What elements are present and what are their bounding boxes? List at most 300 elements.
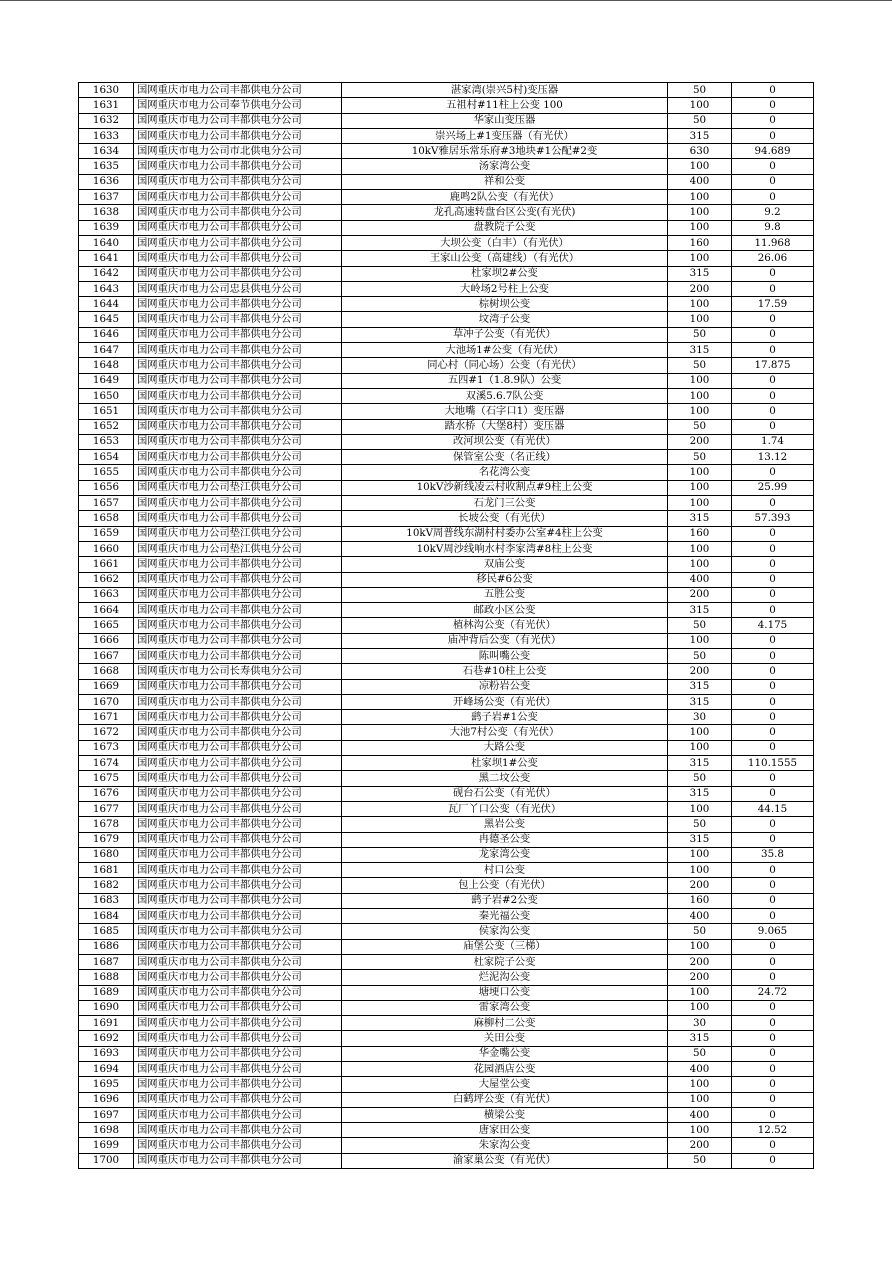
- table-row: [79, 679, 814, 694]
- table-row: [79, 1016, 814, 1031]
- company-cell: 国网重庆市电力公司丰都供电分公司: [134, 266, 342, 281]
- table-row: [79, 358, 814, 373]
- transformer-name-cell: 石龙门三公变: [342, 496, 668, 511]
- table-row: [79, 266, 814, 281]
- table-row: [79, 388, 814, 403]
- capacity-cell: 315: [668, 511, 732, 526]
- company-cell: 国网重庆市电力公司丰都供电分公司: [134, 235, 342, 250]
- capacity-cell: 315: [668, 128, 732, 143]
- table-row: [79, 220, 814, 235]
- value-cell: 0: [732, 786, 814, 801]
- company-cell: 国网重庆市电力公司丰都供电分公司: [134, 618, 342, 633]
- transformer-name-cell: 草冲子公变（有光伏）: [342, 327, 668, 342]
- table-row: [79, 756, 814, 771]
- capacity-cell: 315: [668, 1031, 732, 1046]
- table-row: [79, 1031, 814, 1046]
- row-number-cell: 1665: [79, 618, 134, 633]
- table-row: [79, 83, 814, 98]
- transformer-name-cell: 塘埂口公变: [342, 985, 668, 1000]
- transformer-name-cell: 踏水桥（大堡8村）变压器: [342, 419, 668, 434]
- value-cell: 9.2: [732, 205, 814, 220]
- table-row: [79, 343, 814, 358]
- row-number-cell: 1684: [79, 909, 134, 924]
- transformer-name-cell: 杜家院子公变: [342, 954, 668, 969]
- capacity-cell: 100: [668, 939, 732, 954]
- value-cell: 0: [732, 1107, 814, 1122]
- transformer-name-cell: 双庙公变: [342, 557, 668, 572]
- company-cell: 国网重庆市电力公司丰都供电分公司: [134, 220, 342, 235]
- capacity-cell: 400: [668, 572, 732, 587]
- company-cell: 国网重庆市电力公司丰都供电分公司: [134, 756, 342, 771]
- capacity-cell: 50: [668, 817, 732, 832]
- row-number-cell: 1659: [79, 526, 134, 541]
- table-row: [79, 327, 814, 342]
- row-number-cell: 1694: [79, 1062, 134, 1077]
- value-cell: 0: [732, 633, 814, 648]
- table-row: [79, 450, 814, 465]
- table-row: [79, 1062, 814, 1077]
- row-number-cell: 1675: [79, 771, 134, 786]
- capacity-cell: 100: [668, 220, 732, 235]
- capacity-cell: 50: [668, 358, 732, 373]
- table-row: [79, 1107, 814, 1122]
- value-cell: 0: [732, 312, 814, 327]
- row-number-cell: 1688: [79, 970, 134, 985]
- value-cell: 0: [732, 327, 814, 342]
- capacity-cell: 100: [668, 465, 732, 480]
- capacity-cell: 50: [668, 648, 732, 663]
- row-number-cell: 1671: [79, 710, 134, 725]
- capacity-cell: 100: [668, 404, 732, 419]
- row-number-cell: 1648: [79, 358, 134, 373]
- company-cell: 国网重庆市电力公司丰都供电分公司: [134, 985, 342, 1000]
- row-number-cell: 1650: [79, 388, 134, 403]
- value-cell: 0: [732, 863, 814, 878]
- transformer-name-cell: 大池7村公变（有光伏）: [342, 725, 668, 740]
- table-row: [79, 526, 814, 541]
- table-row: [79, 557, 814, 572]
- row-number-cell: 1672: [79, 725, 134, 740]
- row-number-cell: 1673: [79, 740, 134, 755]
- table-row: [79, 1000, 814, 1015]
- transformer-name-cell: 村口公变: [342, 863, 668, 878]
- value-cell: 0: [732, 1077, 814, 1092]
- capacity-cell: 50: [668, 618, 732, 633]
- value-cell: 9.065: [732, 924, 814, 939]
- transformer-name-cell: 杜家坝2#公变: [342, 266, 668, 281]
- company-cell: 国网重庆市电力公司忠县供电分公司: [134, 281, 342, 296]
- company-cell: 国网重庆市电力公司丰都供电分公司: [134, 1107, 342, 1122]
- capacity-cell: 100: [668, 1000, 732, 1015]
- row-number-cell: 1687: [79, 954, 134, 969]
- transformer-name-cell: 祥和公变: [342, 174, 668, 189]
- transformer-name-cell: 五胜公变: [342, 587, 668, 602]
- table-row: [79, 1046, 814, 1061]
- capacity-cell: 100: [668, 740, 732, 755]
- table-row: [79, 465, 814, 480]
- capacity-cell: 100: [668, 312, 732, 327]
- row-number-cell: 1660: [79, 541, 134, 556]
- transformer-name-cell: 黑岩公变: [342, 817, 668, 832]
- table-row: [79, 832, 814, 847]
- row-number-cell: 1647: [79, 343, 134, 358]
- capacity-cell: 100: [668, 801, 732, 816]
- row-number-cell: 1674: [79, 756, 134, 771]
- table-row: [79, 1077, 814, 1092]
- capacity-cell: 200: [668, 970, 732, 985]
- row-number-cell: 1670: [79, 694, 134, 709]
- row-number-cell: 1681: [79, 863, 134, 878]
- transformer-name-cell: 庙冲背后公变（有光伏）: [342, 633, 668, 648]
- value-cell: 0: [732, 373, 814, 388]
- company-cell: 国网重庆市电力公司丰都供电分公司: [134, 939, 342, 954]
- transformer-name-cell: 雷家湾公变: [342, 1000, 668, 1015]
- transformer-name-cell: 包上公变（有光伏）: [342, 878, 668, 893]
- value-cell: 0: [732, 1153, 814, 1168]
- capacity-cell: 200: [668, 434, 732, 449]
- table-row: [79, 786, 814, 801]
- company-cell: 国网重庆市电力公司丰都供电分公司: [134, 159, 342, 174]
- row-number-cell: 1668: [79, 664, 134, 679]
- table-row: [79, 878, 814, 893]
- transformer-name-cell: 华金嘴公变: [342, 1046, 668, 1061]
- capacity-cell: 200: [668, 587, 732, 602]
- transformer-name-cell: 保管室公变（名正线）: [342, 450, 668, 465]
- capacity-cell: 100: [668, 1123, 732, 1138]
- row-number-cell: 1692: [79, 1031, 134, 1046]
- company-cell: 国网重庆市电力公司丰都供电分公司: [134, 863, 342, 878]
- capacity-cell: 100: [668, 1077, 732, 1092]
- capacity-cell: 50: [668, 419, 732, 434]
- value-cell: 0: [732, 1046, 814, 1061]
- row-number-cell: 1641: [79, 251, 134, 266]
- transformer-name-cell: 黑二坟公变: [342, 771, 668, 786]
- company-cell: 国网重庆市电力公司丰都供电分公司: [134, 893, 342, 908]
- capacity-cell: 100: [668, 985, 732, 1000]
- capacity-cell: 100: [668, 1092, 732, 1107]
- table-row: [79, 373, 814, 388]
- value-cell: 0: [732, 159, 814, 174]
- table-row: [79, 511, 814, 526]
- transformer-name-cell: 鹞子岩#1公变: [342, 710, 668, 725]
- company-cell: 国网重庆市电力公司丰都供电分公司: [134, 1031, 342, 1046]
- table-row: [79, 771, 814, 786]
- capacity-cell: 315: [668, 679, 732, 694]
- transformer-name-cell: 大地嘴（石字口1）变压器: [342, 404, 668, 419]
- table-row: [79, 113, 814, 128]
- table-row: [79, 801, 814, 816]
- row-number-cell: 1690: [79, 1000, 134, 1015]
- company-cell: 国网重庆市电力公司丰都供电分公司: [134, 327, 342, 342]
- table-row: [79, 128, 814, 143]
- value-cell: 0: [732, 878, 814, 893]
- row-number-cell: 1689: [79, 985, 134, 1000]
- row-number-cell: 1642: [79, 266, 134, 281]
- value-cell: 0: [732, 603, 814, 618]
- row-number-cell: 1651: [79, 404, 134, 419]
- company-cell: 国网重庆市电力公司丰都供电分公司: [134, 648, 342, 663]
- row-number-cell: 1664: [79, 603, 134, 618]
- row-number-cell: 1636: [79, 174, 134, 189]
- capacity-cell: 100: [668, 847, 732, 862]
- value-cell: 17.59: [732, 297, 814, 312]
- transformer-name-cell: 凉粉岩公变: [342, 679, 668, 694]
- company-cell: 国网重庆市电力公司丰都供电分公司: [134, 465, 342, 480]
- capacity-cell: 315: [668, 694, 732, 709]
- value-cell: 44.15: [732, 801, 814, 816]
- table-row: [79, 633, 814, 648]
- table-row: [79, 98, 814, 113]
- row-number-cell: 1653: [79, 434, 134, 449]
- value-cell: 94.689: [732, 144, 814, 159]
- value-cell: 0: [732, 174, 814, 189]
- value-cell: 11.968: [732, 235, 814, 250]
- row-number-cell: 1631: [79, 98, 134, 113]
- transformer-name-cell: 长坡公变（有光伏）: [342, 511, 668, 526]
- company-cell: 国网重庆市电力公司丰都供电分公司: [134, 1092, 342, 1107]
- value-cell: 17.875: [732, 358, 814, 373]
- company-cell: 国网重庆市电力公司丰都供电分公司: [134, 801, 342, 816]
- capacity-cell: 160: [668, 893, 732, 908]
- row-number-cell: 1697: [79, 1107, 134, 1122]
- value-cell: 0: [732, 465, 814, 480]
- company-cell: 国网重庆市电力公司丰都供电分公司: [134, 878, 342, 893]
- capacity-cell: 200: [668, 878, 732, 893]
- value-cell: 0: [732, 694, 814, 709]
- capacity-cell: 50: [668, 113, 732, 128]
- transformer-name-cell: 大屋堂公变: [342, 1077, 668, 1092]
- company-cell: 国网重庆市电力公司丰都供电分公司: [134, 832, 342, 847]
- table-row: [79, 174, 814, 189]
- value-cell: 13.12: [732, 450, 814, 465]
- row-number-cell: 1699: [79, 1138, 134, 1153]
- capacity-cell: 100: [668, 297, 732, 312]
- row-number-cell: 1682: [79, 878, 134, 893]
- capacity-cell: 160: [668, 526, 732, 541]
- transformer-name-cell: 双溪5.6.7队公变: [342, 388, 668, 403]
- table-row: [79, 281, 814, 296]
- transformer-name-cell: 名花湾公变: [342, 465, 668, 480]
- table-row: [79, 1123, 814, 1138]
- value-cell: 0: [732, 83, 814, 98]
- company-cell: 国网重庆市电力公司丰都供电分公司: [134, 786, 342, 801]
- capacity-cell: 100: [668, 725, 732, 740]
- value-cell: 0: [732, 388, 814, 403]
- transformer-name-cell: 开峰场公变（有光伏）: [342, 694, 668, 709]
- transformer-name-cell: 鹿鸣2队公变（有光伏）: [342, 190, 668, 205]
- table-row: [79, 725, 814, 740]
- company-cell: 国网重庆市电力公司丰都供电分公司: [134, 710, 342, 725]
- company-cell: 国网重庆市电力公司丰都供电分公司: [134, 205, 342, 220]
- company-cell: 国网重庆市电力公司丰都供电分公司: [134, 954, 342, 969]
- transformer-name-cell: 横梁公变: [342, 1107, 668, 1122]
- company-cell: 国网重庆市电力公司丰都供电分公司: [134, 587, 342, 602]
- company-cell: 国网重庆市电力公司丰都供电分公司: [134, 1123, 342, 1138]
- transformer-name-cell: 烂泥沟公变: [342, 970, 668, 985]
- value-cell: 0: [732, 1031, 814, 1046]
- company-cell: 国网重庆市电力公司丰都供电分公司: [134, 1153, 342, 1168]
- transformer-name-cell: 湛家湾(崇兴5村)变压器: [342, 83, 668, 98]
- row-number-cell: 1644: [79, 297, 134, 312]
- table-row: [79, 817, 814, 832]
- value-cell: 12.52: [732, 1123, 814, 1138]
- transformer-name-cell: 鹞子岩#2公变: [342, 893, 668, 908]
- row-number-cell: 1700: [79, 1153, 134, 1168]
- table-row: [79, 618, 814, 633]
- transformer-name-cell: 坟湾子公变: [342, 312, 668, 327]
- company-cell: 国网重庆市电力公司丰都供电分公司: [134, 297, 342, 312]
- company-cell: 国网重庆市电力公司长寿供电分公司: [134, 664, 342, 679]
- company-cell: 国网重庆市电力公司丰都供电分公司: [134, 190, 342, 205]
- company-cell: 国网重庆市电力公司丰都供电分公司: [134, 572, 342, 587]
- capacity-cell: 100: [668, 496, 732, 511]
- row-number-cell: 1646: [79, 327, 134, 342]
- company-cell: 国网重庆市电力公司丰都供电分公司: [134, 312, 342, 327]
- company-cell: 国网重庆市电力公司垫江供电分公司: [134, 526, 342, 541]
- transformer-name-cell: 砚台石公变（有光伏）: [342, 786, 668, 801]
- transformer-name-cell: 植林沟公变（有光伏）: [342, 618, 668, 633]
- transformer-name-cell: 崇兴场上#1变压器（有光伏）: [342, 128, 668, 143]
- value-cell: 0: [732, 832, 814, 847]
- value-cell: 0: [732, 557, 814, 572]
- transformer-name-cell: 华家山变压器: [342, 113, 668, 128]
- value-cell: 0: [732, 1092, 814, 1107]
- row-number-cell: 1639: [79, 220, 134, 235]
- company-cell: 国网重庆市电力公司丰都供电分公司: [134, 128, 342, 143]
- capacity-cell: 50: [668, 83, 732, 98]
- company-cell: 国网重庆市电力公司市北供电分公司: [134, 144, 342, 159]
- row-number-cell: 1683: [79, 893, 134, 908]
- company-cell: 国网重庆市电力公司丰都供电分公司: [134, 740, 342, 755]
- row-number-cell: 1658: [79, 511, 134, 526]
- value-cell: 0: [732, 893, 814, 908]
- value-cell: 9.8: [732, 220, 814, 235]
- table-row: [79, 664, 814, 679]
- company-cell: 国网重庆市电力公司丰都供电分公司: [134, 1077, 342, 1092]
- row-number-cell: 1649: [79, 373, 134, 388]
- capacity-cell: 400: [668, 1107, 732, 1122]
- table-row: [79, 1092, 814, 1107]
- value-cell: 0: [732, 970, 814, 985]
- company-cell: 国网重庆市电力公司丰都供电分公司: [134, 557, 342, 572]
- table-row: [79, 710, 814, 725]
- capacity-cell: 50: [668, 924, 732, 939]
- row-number-cell: 1634: [79, 144, 134, 159]
- value-cell: 0: [732, 1016, 814, 1031]
- company-cell: 国网重庆市电力公司丰都供电分公司: [134, 725, 342, 740]
- capacity-cell: 100: [668, 863, 732, 878]
- transformer-name-cell: 唐家田公变: [342, 1123, 668, 1138]
- company-cell: 国网重庆市电力公司丰都供电分公司: [134, 419, 342, 434]
- company-cell: 国网重庆市电力公司丰都供电分公司: [134, 496, 342, 511]
- transformer-name-cell: 秦光福公变: [342, 909, 668, 924]
- row-number-cell: 1686: [79, 939, 134, 954]
- company-cell: 国网重庆市电力公司丰都供电分公司: [134, 174, 342, 189]
- capacity-cell: 200: [668, 664, 732, 679]
- capacity-cell: 100: [668, 190, 732, 205]
- table-row: [79, 740, 814, 755]
- capacity-cell: 200: [668, 1138, 732, 1153]
- company-cell: 国网重庆市电力公司奉节供电分公司: [134, 98, 342, 113]
- company-cell: 国网重庆市电力公司丰都供电分公司: [134, 694, 342, 709]
- table-body: [79, 83, 814, 1169]
- transformer-name-cell: 大坝公变（白丰）（有光伏）: [342, 235, 668, 250]
- row-number-cell: 1663: [79, 587, 134, 602]
- table-row: [79, 847, 814, 862]
- capacity-cell: 100: [668, 159, 732, 174]
- table-row: [79, 587, 814, 602]
- company-cell: 国网重庆市电力公司垫江供电分公司: [134, 541, 342, 556]
- row-number-cell: 1655: [79, 465, 134, 480]
- row-number-cell: 1637: [79, 190, 134, 205]
- value-cell: 0: [732, 113, 814, 128]
- row-number-cell: 1657: [79, 496, 134, 511]
- transformer-name-cell: 王家山公变（高建线）（有光伏）: [342, 251, 668, 266]
- transformer-name-cell: 关田公变: [342, 1031, 668, 1046]
- transformer-name-cell: 龙孔高速转盘台区公变(有光伏): [342, 205, 668, 220]
- company-cell: 国网重庆市电力公司丰都供电分公司: [134, 970, 342, 985]
- table-row: [79, 954, 814, 969]
- value-cell: 0: [732, 679, 814, 694]
- row-number-cell: 1669: [79, 679, 134, 694]
- transformer-name-cell: 侯家沟公变: [342, 924, 668, 939]
- capacity-cell: 100: [668, 388, 732, 403]
- row-number-cell: 1652: [79, 419, 134, 434]
- table-row: [79, 1138, 814, 1153]
- row-number-cell: 1666: [79, 633, 134, 648]
- row-number-cell: 1691: [79, 1016, 134, 1031]
- table-row: [79, 159, 814, 174]
- company-cell: 国网重庆市电力公司丰都供电分公司: [134, 1138, 342, 1153]
- transformer-name-cell: 石巷#10柱上公变: [342, 664, 668, 679]
- transformer-name-cell: 渝家巢公变（有光伏）: [342, 1153, 668, 1168]
- table-row: [79, 924, 814, 939]
- capacity-cell: 100: [668, 98, 732, 113]
- value-cell: 0: [732, 817, 814, 832]
- transformer-name-cell: 10kV周普线东湖村村委办公室#4柱上公变: [342, 526, 668, 541]
- row-number-cell: 1656: [79, 480, 134, 495]
- capacity-cell: 315: [668, 786, 732, 801]
- capacity-cell: 315: [668, 603, 732, 618]
- value-cell: 110.1555: [732, 756, 814, 771]
- value-cell: 0: [732, 954, 814, 969]
- value-cell: 0: [732, 343, 814, 358]
- transformer-name-cell: 10kV周沙线响水村李家湾#8柱上公变: [342, 541, 668, 556]
- capacity-cell: 30: [668, 1016, 732, 1031]
- row-number-cell: 1643: [79, 281, 134, 296]
- transformer-name-cell: 汤家湾公变: [342, 159, 668, 174]
- capacity-cell: 50: [668, 327, 732, 342]
- row-number-cell: 1677: [79, 801, 134, 816]
- capacity-cell: 100: [668, 251, 732, 266]
- value-cell: 0: [732, 572, 814, 587]
- capacity-cell: 400: [668, 909, 732, 924]
- transformer-name-cell: 盘教院子公变: [342, 220, 668, 235]
- capacity-cell: 100: [668, 205, 732, 220]
- company-cell: 国网重庆市电力公司丰都供电分公司: [134, 1000, 342, 1015]
- capacity-cell: 30: [668, 710, 732, 725]
- value-cell: 0: [732, 281, 814, 296]
- company-cell: 国网重庆市电力公司丰都供电分公司: [134, 251, 342, 266]
- table-row: [79, 863, 814, 878]
- transformer-name-cell: 改河坝公变（有光伏）: [342, 434, 668, 449]
- row-number-cell: 1680: [79, 847, 134, 862]
- company-cell: 国网重庆市电力公司丰都供电分公司: [134, 909, 342, 924]
- company-cell: 国网重庆市电力公司丰都供电分公司: [134, 358, 342, 373]
- value-cell: 0: [732, 526, 814, 541]
- row-number-cell: 1662: [79, 572, 134, 587]
- company-cell: 国网重庆市电力公司丰都供电分公司: [134, 817, 342, 832]
